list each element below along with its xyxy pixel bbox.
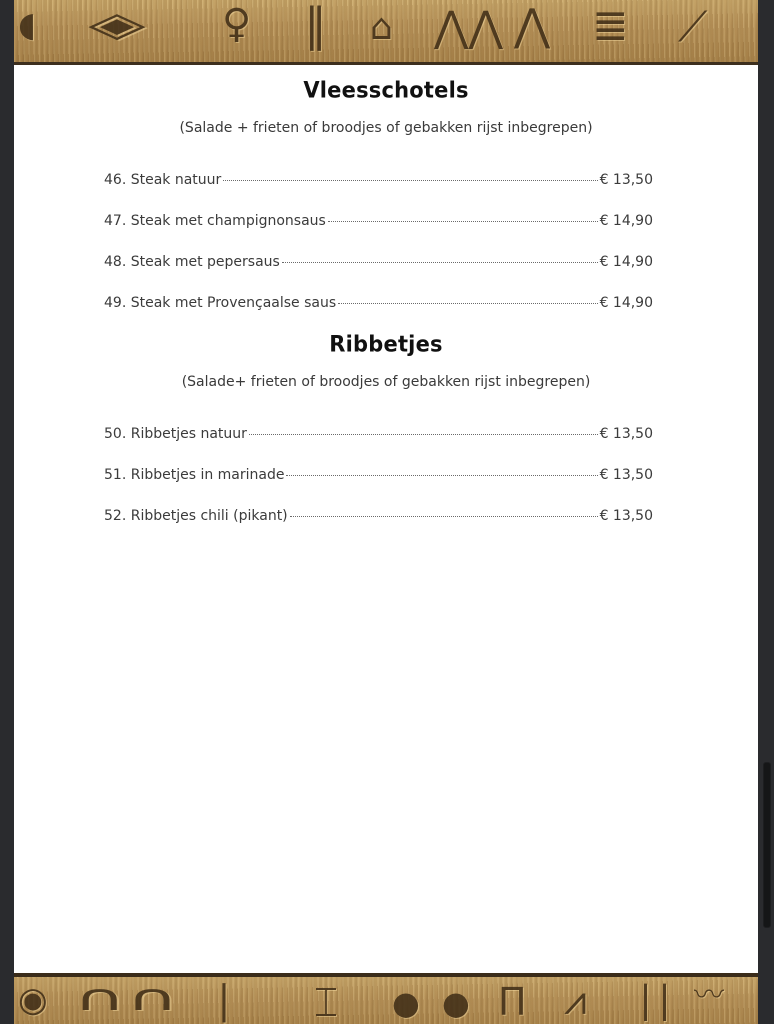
section-title-vleesschotels: Vleesschotels (303, 77, 469, 103)
hieroglyph-icon: ◉ (18, 980, 48, 1020)
menu-item-price: € 14,90 (599, 213, 653, 229)
hieroglyph-icon: ∣∣ (636, 978, 674, 1022)
menu-item-46 (104, 172, 653, 192)
hieroglyph-icon: ⋀⋀ (434, 2, 503, 51)
section-title-ribbetjes: Ribbetjes (329, 331, 443, 357)
hieroglyph-icon: ● (392, 984, 420, 1022)
hieroglyph-icon: ⌂ (370, 7, 393, 48)
eye-hieroglyph-icon: ∩∩ (73, 978, 180, 1019)
menu-item-name: 46. Steak natuur (104, 172, 222, 188)
menu-item-name: 48. Steak met pepersaus (104, 254, 280, 270)
menu-item-price: € 14,90 (599, 295, 653, 311)
vertical-scrollbar[interactable] (762, 0, 772, 1024)
menu-item-49 (104, 295, 653, 315)
hieroglyph-icon: ⟋ (678, 2, 708, 51)
dotted-leader (249, 433, 598, 435)
menu-item-name: 52. Ribbetjes chili (pikant) (104, 508, 288, 524)
hieroglyph-icon: ♀ (222, 1, 252, 47)
dotted-leader (223, 179, 597, 181)
hieroglyph-icon: ∥ (304, 0, 327, 52)
scrollbar-thumb[interactable] (763, 762, 771, 928)
hieroglyph-icon: ∣ (214, 978, 234, 1024)
bottom-hieroglyph-banner (14, 973, 758, 1024)
dotted-leader (328, 220, 598, 222)
menu-item-price: € 13,50 (599, 172, 653, 188)
dotted-leader (282, 261, 598, 263)
eye-hieroglyph-icon: ◈ (88, 5, 146, 45)
menu-item-price: € 13,50 (599, 508, 653, 524)
hieroglyph-icon: ⌶ (314, 980, 338, 1024)
menu-item-name: 49. Steak met Provençaalse saus (104, 295, 337, 311)
menu-item-name: 51. Ribbetjes in marinade (104, 467, 285, 483)
section-note-vleesschotels: (Salade + frieten of broodjes of gebakken rijst inbegrepen) (179, 120, 593, 136)
hieroglyph-icon: ◖ (18, 5, 36, 45)
menu-item-48 (104, 254, 653, 274)
menu-item-price: € 14,90 (599, 254, 653, 270)
hieroglyph-icon: ⩘ (564, 978, 587, 1024)
menu-item-name: 50. Ribbetjes natuur (104, 426, 247, 442)
menu-item-50 (104, 426, 653, 446)
menu-item-name: 47. Steak met champignonsaus (104, 213, 326, 229)
menu-item-51 (104, 467, 653, 487)
hieroglyph-icon: 〰 (694, 978, 724, 1013)
menu-item-47 (104, 213, 653, 233)
hieroglyph-icon: ● (442, 984, 470, 1022)
dotted-leader (286, 474, 597, 476)
hieroglyph-icon: Π (498, 980, 527, 1024)
top-hieroglyph-banner (14, 0, 758, 65)
hieroglyph-icon: ≣ (592, 0, 629, 51)
dotted-leader (290, 515, 598, 517)
dotted-leader (338, 302, 597, 304)
menu-page (14, 0, 758, 1024)
menu-item-52 (104, 508, 653, 528)
section-note-ribbetjes: (Salade+ frieten of broodjes of gebakken rijst inbegrepen) (181, 374, 591, 390)
hieroglyph-icon: ⋀ (514, 0, 551, 51)
menu-item-price: € 13,50 (599, 467, 653, 483)
menu-item-price: € 13,50 (599, 426, 653, 442)
